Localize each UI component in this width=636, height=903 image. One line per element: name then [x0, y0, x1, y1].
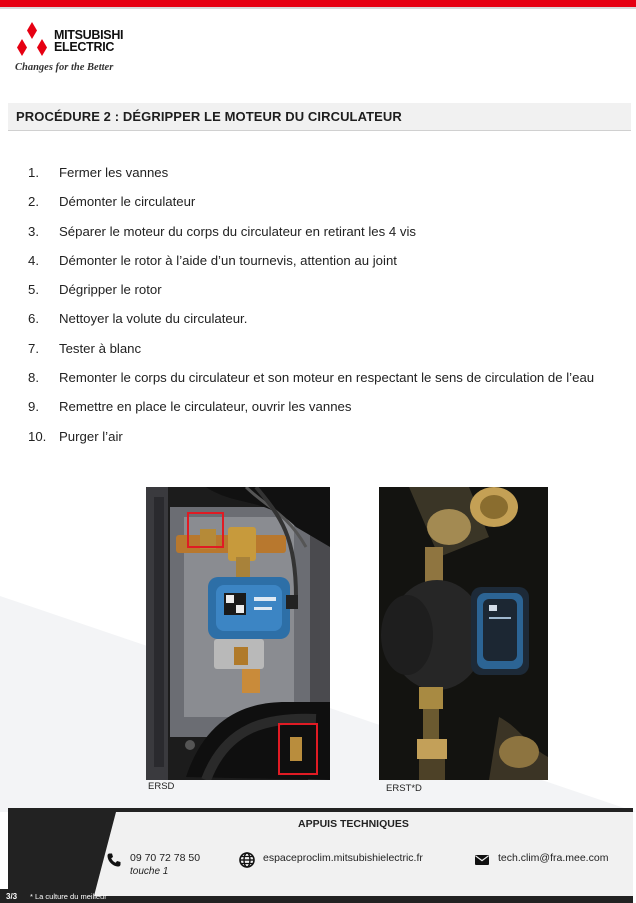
procedure-steps — [28, 158, 598, 451]
brand-name: MITSUBISHI ELECTRIC — [54, 28, 124, 54]
step-item: 8. Remonter le corps du circulateur et son moteur en respectant le sens de circulation de l’eau — [28, 370, 595, 386]
procedure-title-box — [8, 103, 631, 131]
phone-number: 09 70 72 78 50 — [130, 852, 201, 864]
step-item: 5. Dégripper le rotor — [28, 282, 162, 298]
footer — [8, 808, 633, 903]
footer-phone[interactable] — [106, 851, 200, 879]
email-address: tech.clim@fra.mee.com — [498, 852, 609, 864]
footer-heading: APPUIS TECHNIQUES — [298, 818, 409, 830]
step-item: 10. Purger l’air — [28, 428, 123, 444]
photo-caption-ersd: ERSD — [148, 781, 175, 792]
top-accent-bar — [0, 0, 636, 7]
step-item: 4. Démonter le rotor à l’aide d’un tournevis, attention au joint — [28, 252, 397, 268]
globe-icon — [239, 852, 255, 868]
step-item: 6. Nettoyer la volute du circulateur. — [28, 311, 248, 327]
step-item: 1. Fermer les vannes — [28, 165, 169, 180]
footer-email[interactable] — [474, 851, 608, 868]
website-link: espaceproclim.mitsubishielectric.fr — [263, 852, 423, 864]
three-diamonds-icon — [14, 22, 50, 56]
photo-ersd — [146, 487, 330, 780]
phone-extension: touche 1 — [130, 866, 169, 877]
mitsubishi-logo — [14, 22, 144, 78]
circulator-photo-erstd-image — [379, 487, 548, 780]
brand-tagline: Changes for the Better — [15, 62, 114, 73]
photo-erstd — [379, 487, 548, 780]
footer-note: * La culture du meilleur — [30, 892, 107, 901]
procedure-title: PROCÉDURE 2 : DÉGRIPPER LE MOTEUR DU CIRCULATEUR — [16, 109, 402, 124]
step-item: 7. Tester à blanc — [28, 340, 142, 356]
top-grey-bar — [0, 7, 636, 9]
step-item: 3. Séparer le moteur du corps du circulateur en retirant les 4 vis — [28, 223, 416, 239]
page-number: 3/3 — [0, 889, 28, 903]
mail-icon — [474, 852, 490, 868]
circulator-photo-ersd-image — [146, 487, 330, 780]
footer-website[interactable] — [239, 851, 423, 868]
step-item: 9. Remettre en place le circulateur, ouvrir les vannes — [28, 399, 352, 415]
phone-icon — [106, 852, 122, 868]
photo-caption-erstd: ERST*D — [386, 783, 422, 794]
step-item: 2. Démonter le circulateur — [28, 194, 196, 210]
